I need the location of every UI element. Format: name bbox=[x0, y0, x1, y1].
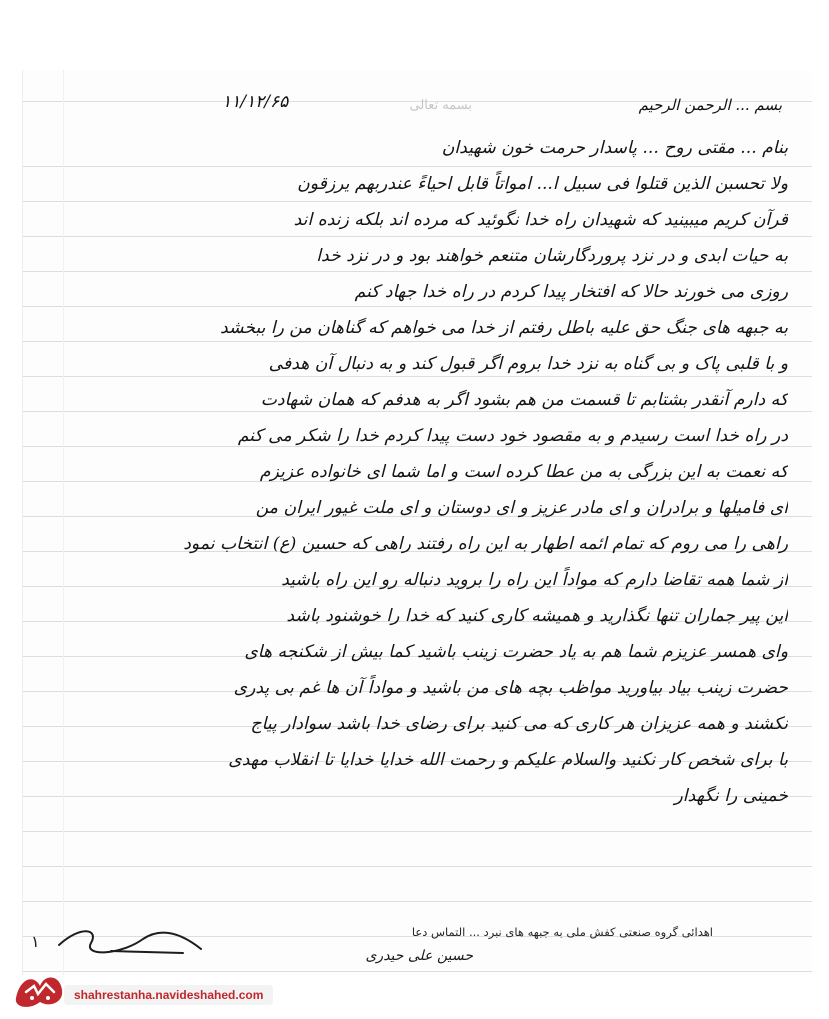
navideshahed-logo bbox=[10, 968, 68, 1012]
letter-date: ۱۱/۱۲/۶۵ bbox=[222, 92, 289, 112]
letter-line: در راه خدا است رسیدم و به مقصود خود دست پیدا کردم خدا را شکر می کنم bbox=[237, 426, 788, 446]
letter-line: ولا تحسبن الذین قتلوا فی سبیل ا... امواتاً قابل احیاءً عندربهم یرزقون bbox=[297, 174, 788, 194]
letter-line: به حیات ابدی و در نزد پروردگارشان متنعم خواهند بود و در نزد خدا bbox=[316, 246, 788, 266]
site-url-link[interactable]: shahrestanha.navideshahed.com bbox=[64, 985, 273, 1005]
letter-line: راهی را می روم که تمام ائمه اطهار به این راه رفتند راهی که حسین (ع) انتخاب نمود bbox=[183, 534, 788, 554]
letter-line: با برای شخص کار نکنید والسلام علیکم و رحمت الله خدایا خدایا تا انقلاب مهدی bbox=[228, 750, 788, 770]
corner-number: ۱ bbox=[31, 932, 40, 951]
letter-header bbox=[102, 88, 782, 128]
bismillah-text: بسم ... الرحمن الرحیم bbox=[638, 96, 782, 114]
signer-name: حسین علی حیدری bbox=[365, 948, 473, 964]
letter-line: ای فامیلها و برادران و ای مادر عزیز و ای دوستان و ای ملت غیور ایران من bbox=[255, 498, 788, 518]
letter-line: که نعمت به این بزرگی به من عطا کرده است و اما شما ای خانواده عزیزم bbox=[259, 462, 788, 482]
letter-line: که دارم آنقدر بشتابم تا قسمت من هم بشود اگر به هدفم که همان شهادت bbox=[260, 390, 788, 410]
letter-line: این پیر جماران تنها نگذارید و همیشه کاری کنید که خدا را خوشنود باشد bbox=[286, 606, 788, 626]
letter-line: از شما همه تقاضا دارم که مواداً این راه را بروید دنباله رو این راه باشید bbox=[281, 570, 788, 590]
printed-footer: اهدائی گروه صنعتی کفش ملی به جبهه های نبرد ... التماس دعا bbox=[411, 925, 713, 939]
letter-line: روزی می خورند حالا که افتخار پیدا کردم در راه خدا جهاد کنم bbox=[354, 282, 788, 302]
letter-line: بنام ... مقتی روح ... پاسدار حرمت خون شهیدان bbox=[441, 138, 788, 158]
printed-header: بسمه تعالی bbox=[409, 98, 472, 113]
letter-line: حضرت زینب بیاد بیاورید مواظب بچه های من باشید و مواداً آن ها غم بی پدری bbox=[233, 678, 788, 698]
handwritten-body bbox=[58, 132, 788, 816]
letter-line: و با قلبی پاک و بی گناه به نزد خدا بروم اگر قبول کند و به دنبال آن هدفی bbox=[268, 354, 788, 374]
letter-line: خمینی را نگهدار bbox=[674, 786, 788, 806]
letter-line: قرآن کریم میبینید که شهیدان راه خدا نگوئید که مرده اند بلکه زنده اند bbox=[293, 210, 788, 230]
letter-line: به جبهه های جنگ حق علیه باطل رفتم از خدا می خواهم که گناهان من را ببخشد bbox=[220, 318, 788, 338]
letter-page bbox=[22, 70, 812, 975]
letter-line: وای همسر عزیزم شما هم به یاد حضرت زینب باشید کما بیش از شکنجه های bbox=[244, 642, 788, 662]
signature-scribble bbox=[51, 915, 211, 965]
letter-line: نکشند و همه عزیزان هر کاری که می کنید برای رضای خدا باشد سوادار پیاج bbox=[250, 714, 788, 734]
